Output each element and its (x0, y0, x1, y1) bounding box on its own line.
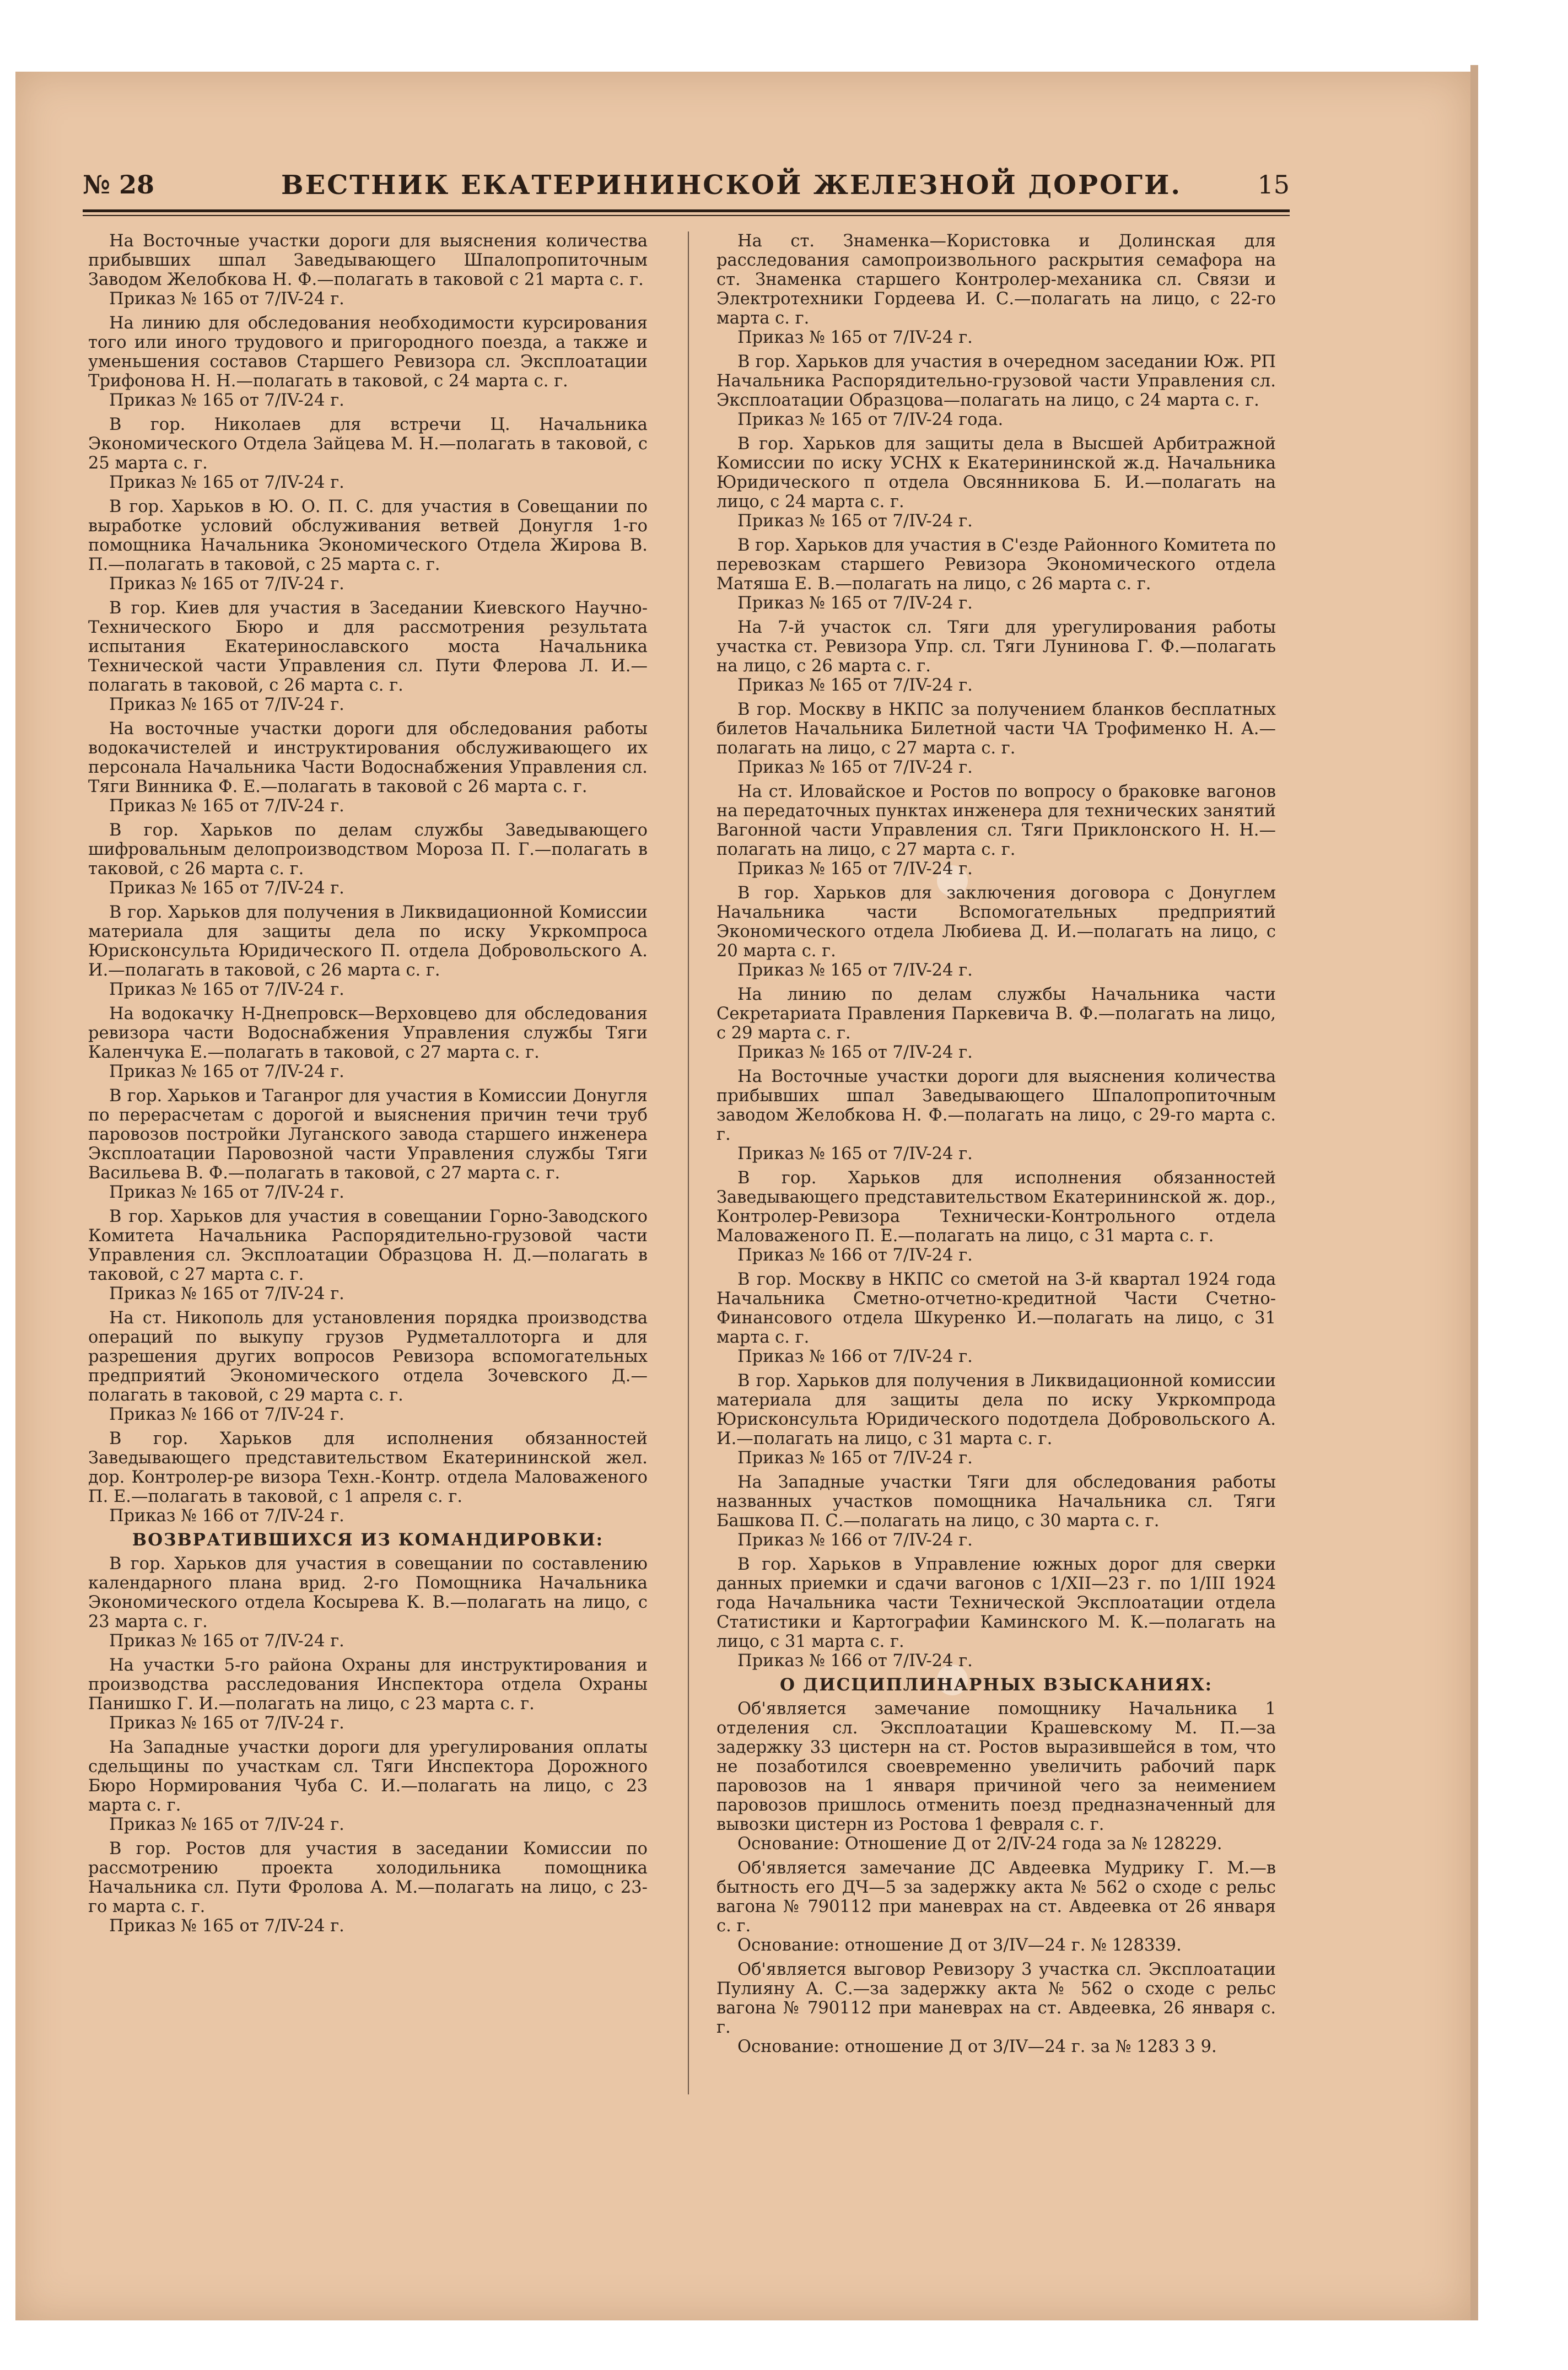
notice-text: В гор. Николаев для встречи Ц. Начальника Экономического Отдела Зайцева М. Н.—полагать в таковой, с 25 марта с. г. (88, 415, 648, 473)
order-reference: Приказ № 165 от 7/IV-24 г. (109, 796, 344, 816)
notice-text: В гор. Харьков для исполнения обязанностей Заведывающего представительством Екатерининской жел. дор. Контролер-ре визора Техн.-Контр. отдела Маловаженого П. Е.—полагать в таковой, с 1 апреля с. г. (88, 1429, 648, 1506)
order-reference: Приказ № 166 от 7/IV-24 г. (737, 1531, 973, 1550)
notice-text: В гор. Харьков для заключения договора с Донуглем Начальника части Вспомогательных предприятий Экономического отдела Любиева Д. И.—полагать на лицо, с 20 марта с. г. (716, 884, 1276, 961)
notice-entry (716, 618, 1276, 695)
notice-text: На Западные участки Тяги для обследования работы названных участков помощника Начальника сл. Тяги Башкова П. С.—полагать на лицо, с 30 марта с. г. (716, 1473, 1276, 1531)
order-reference: Приказ № 165 от 7/IV-24 г. (109, 980, 344, 999)
notice-text: В гор. Москву в НКПС со сметой на 3-й квартал 1924 года Начальника Сметно-отчетно-кредитной Части Счетно-Финансового отдела Шкуренко И.—полагать на лицо, с 31 марта с. г. (716, 1270, 1276, 1347)
order-reference: Основание: отношение Д от 3/IV—24 г. за № 1283 3 9. (737, 2037, 1217, 2056)
notice-entry (88, 231, 648, 309)
notice-text: В гор. Киев для участия в Заседании Киевского Научно-Технического Бюро и для рассмотрения результата испытания Екатеринославского моста Начальника Технической части Управления сл. Пути Флерова Л. И.—полагать в таковой, с 26 марта с. г. (88, 599, 648, 695)
notice-entry (88, 1738, 648, 1834)
issue-number: № 28 (83, 170, 155, 200)
notice-text: Об'является замечание помощнику Начальника 1 отделения сл. Эксплоатации Крашевскому М. П.—за задержку 33 цистерн на ст. Ростов выразившейся в том, что не позаботился своевременно увеличить рабочий парк паровозов на 1 января причиной чего за неимением паровозов пришлось отменить поезд предназначенный для вывозки цистерн из Ростова 1 февраля с. г. (716, 1699, 1276, 1834)
column-divider (688, 231, 689, 2094)
section-heading: О ДИСЦИПЛИНАРНЫХ ВЗЫСКАНИЯХ: (779, 1675, 1213, 1695)
order-reference: Приказ № 165 от 7/IV-24 года. (737, 410, 1004, 429)
notice-text: В гор. Харьков по делам службы Заведывающего шифровальным делопроизводством Мороза П. Г.—полагать в таковой, с 26 марта с. г. (88, 821, 648, 879)
notice-entry (716, 1270, 1276, 1366)
order-reference: Приказ № 165 от 7/IV-24 г. (109, 1183, 344, 1202)
notice-text: На ст. Знаменка—Користовка и Долинская для расследования самопроизвольного раскрытия семафора на ст. Знаменка старшего Контролер-механика сл. Связи и Электротехники Гордеева И. С.—полагать на лицо, с 22-го марта с. г. (716, 231, 1276, 328)
notice-text: На линию для обследования необходимости курсирования того или иного трудового и пригородного поезда, а также и уменьшения составов Старшего Ревизора сл. Эксплоатации Трифонова Н. Н.—полагать в таковой, с 24 марта с. г. (88, 314, 648, 391)
order-reference: Приказ № 165 от 7/IV-24 г. (109, 1631, 344, 1651)
notice-entry (88, 719, 648, 816)
order-reference: Приказ № 165 от 7/IV-24 г. (737, 1448, 973, 1468)
notice-text: На 7-й участок сл. Тяги для урегулирования работы участка ст. Ревизора Упр. сл. Тяги Лунинова Г. Ф.—полагать на лицо, с 26 марта с. г. (716, 618, 1276, 676)
notice-entry (88, 1308, 648, 1424)
order-reference: Основание: отношение Д от 3/IV—24 г. № 128339. (737, 1936, 1182, 1955)
notice-entry (88, 599, 648, 714)
order-reference: Приказ № 165 от 7/IV-24 г. (109, 391, 344, 410)
order-reference: Приказ № 165 от 7/IV-24 г. (109, 574, 344, 594)
header-rule (83, 209, 1290, 212)
order-reference: Основание: Отношение Д от 2/IV-24 года за № 128229. (737, 1834, 1222, 1854)
notice-text: Об'является замечание ДС Авдеевка Мудрику Г. М.—в бытность его ДЧ—5 за задержку акта № 562 о сходе с рельс вагона № 790112 при маневрах на ст. Авдеевка от 26 января с. г. (716, 1859, 1276, 1936)
notice-text: В гор. Харьков в Управление южных дорог для сверки данных приемки и сдачи вагонов с 1/XII—23 г. по 1/III 1924 года Начальника части Технической Эксплоатации отдела Статистики и Картографии Каминского М. К.—полагать на лицо, с 31 марта с. г. (716, 1555, 1276, 1651)
order-reference: Приказ № 165 от 7/IV-24 г. (109, 1062, 344, 1081)
notice-entry (716, 434, 1276, 531)
notice-entry (716, 985, 1276, 1062)
notice-entry (88, 1086, 648, 1202)
order-reference: Приказ № 165 от 7/IV-24 г. (109, 1815, 344, 1834)
order-reference: Приказ № 165 от 7/IV-24 г. (737, 961, 973, 980)
notice-text: На Западные участки дороги для урегулирования оплаты сдельщины по участкам сл. Тяги Инспектора Дорожного Бюро Нормирования Чуба С. И.—полагать на лицо, с 23 марта с. г. (88, 1738, 648, 1815)
notice-entry (88, 1554, 648, 1651)
header-rule (83, 215, 1290, 216)
notice-text: В гор. Харьков для участия в С'езде Районного Комитета по перевозкам старшего Ревизора Экономического отдела Матяша Е. В.—полагать на лицо, с 26 марта с. г. (716, 536, 1276, 594)
notice-entry (716, 1168, 1276, 1265)
notice-text: На Восточные участки дороги для выяснения количества прибывших шпал Заведывающего Шпалопропиточным заводом Желобкова Н. Ф.—полагать на лицо, с 29-го марта с. г. (716, 1067, 1276, 1144)
order-reference: Приказ № 166 от 7/IV-24 г. (737, 1651, 973, 1671)
notice-text: На восточные участки дороги для обследования работы водокачистелей и инструктирования обслуживающего их персонала Начальника Части Водоснабжения Управления сл. Тяги Винника Ф. Е.—полагать в таковой с 26 марта с. г. (88, 719, 648, 796)
page-header (83, 165, 1290, 215)
page-edge (1470, 65, 1478, 2320)
notice-text: На линию по делам службы Начальника части Секретариата Правления Паркевича В. Ф.—полагать на лицо, с 29 марта с. г. (716, 985, 1276, 1043)
notice-entry (88, 497, 648, 594)
notice-entry (716, 231, 1276, 347)
notice-entry (88, 1656, 648, 1733)
notice-text: На Восточные участки дороги для выяснения количества прибывших шпал Заведывающего Шпалопропиточным Заводом Желобкова Н. Ф.—полагать в таковой с 21 марта с. г. (88, 231, 648, 289)
notice-entry (716, 1859, 1276, 1955)
notice-entry (88, 903, 648, 999)
order-reference: Приказ № 165 от 7/IV-24 г. (109, 695, 344, 714)
notice-text: В гор. Харьков в Ю. О. П. С. для участия в Совещании по выработке условий обслуживания ветвей Донугля 1-го помощника Начальника Экономического Отдела Жирова В. П.—полагать в таковой, с 25 марта с. г. (88, 497, 648, 574)
notice-text: В гор. Харьков для получения в Ликвидационной комиссии материала для защиты дела по иску Укркомпрода Юрисконсульта Юридического подотдела Добровольского А. И.—полагать на лицо, с 31 марта с. г. (716, 1371, 1276, 1448)
notice-text: Об'является выговор Ревизору 3 участка сл. Эксплоатации Пулияну А. С.—за задержку акта № 562 о сходе с рельс вагона № 790112 при маневрах на ст. Авдеевка, 26 января с. г. (716, 1960, 1276, 2037)
right-column (716, 231, 1276, 2061)
notice-text: В гор. Москву в НКПС за получением бланков бесплатных билетов Начальника Билетной части ЧА Трофименко Н. А.—полагать на лицо, с 27 марта с. г. (716, 700, 1276, 758)
notice-text: В гор. Харьков для исполнения обязанностей Заведывающего представительством Екатерининской ж. дор., Контролер-Ревизора Технически-Контрольного отдела Маловаженого П. Е.—полагать на лицо, с 31 марта с. г. (716, 1168, 1276, 1246)
publication-title: ВЕСТНИК ЕКАТЕРИНИНСКОЙ ЖЕЛЕЗНОЙ ДОРОГИ. (281, 170, 1182, 201)
notice-entry (716, 1960, 1276, 2056)
notice-text: В гор. Харьков для защиты дела в Высшей Арбитражной Комиссии по иску УСНХ к Екатерининской ж.д. Начальника Юридического п отдела Овсянникова Б. И.—полагать на лицо, с 24 марта с. г. (716, 434, 1276, 511)
order-reference: Приказ № 165 от 7/IV-24 г. (737, 758, 973, 777)
order-reference: Приказ № 165 от 7/IV-24 г. (737, 1144, 973, 1164)
order-reference: Приказ № 166 от 7/IV-24 г. (109, 1506, 344, 1526)
notice-entry (716, 1473, 1276, 1550)
notice-entry (88, 1429, 648, 1526)
notice-text: В гор. Харьков для участия в совещании Горно-Заводского Комитета Начальника Распорядительно-грузовой части Управления сл. Эксплоатации Образцова Н. Д.—полагать в таковой, с 27 марта с. г. (88, 1207, 648, 1284)
notice-text: В гор. Харьков для участия в очередном заседании Юж. РП Начальника Распорядительно-грузовой части Управления сл. Эксплоатации Образцова—полагать на лицо, с 24 марта с. г. (716, 352, 1276, 410)
notice-entry (716, 782, 1276, 879)
order-reference: Приказ № 165 от 7/IV-24 г. (737, 594, 973, 613)
notice-entry (88, 415, 648, 492)
notice-entry (88, 1839, 648, 1936)
order-reference: Приказ № 165 от 7/IV-24 г. (737, 676, 973, 695)
order-reference: Приказ № 165 от 7/IV-24 г. (109, 1284, 344, 1304)
order-reference: Приказ № 165 от 7/IV-24 г. (737, 859, 973, 879)
notice-text: На ст. Никополь для установления порядка производства операций по выкупу грузов Рудметаллоторга и для разрешения других вопросов Ревизора вспомогательных предприятий Экономического отдела Зочевского Д.—полагать в таковой, с 29 марта с. г. (88, 1308, 648, 1405)
notice-entry (716, 1067, 1276, 1164)
notice-entry (88, 821, 648, 898)
order-reference: Приказ № 166 от 7/IV-24 г. (737, 1246, 973, 1265)
order-reference: Приказ № 166 от 7/IV-24 г. (737, 1347, 973, 1366)
notice-entry (716, 700, 1276, 777)
notice-text: В гор. Харьков для участия в совещании по составлению календарного плана врид. 2-го Помощника Начальника Экономического отдела Косырева К. В.—полагать на лицо, с 23 марта с. г. (88, 1554, 648, 1631)
notice-entry (716, 1555, 1276, 1671)
order-reference: Приказ № 166 от 7/IV-24 г. (109, 1405, 344, 1424)
order-reference: Приказ № 165 от 7/IV-24 г. (109, 1916, 344, 1936)
notice-entry (716, 884, 1276, 980)
notice-text: На водокачку Н-Днепровск—Верховцево для обследования ревизора части Водоснабжения Управления службы Тяги Каленчука Е.—полагать в таковой, с 27 марта с. г. (88, 1004, 648, 1062)
page-number: 15 (1257, 170, 1290, 200)
notice-text: В гор. Харьков и Таганрог для участия в Комиссии Донугля по перерасчетам с дорогой и выяснения причин течи труб паровозов постройки Луганского завода старшего инженера Эксплоатации Паровозной части Управления службы Тяги Васильева В. Ф.—полагать в таковой, с 27 марта с. г. (88, 1086, 648, 1183)
notice-entry (716, 1699, 1276, 1854)
left-column (88, 231, 648, 1941)
notice-entry (88, 314, 648, 410)
order-reference: Приказ № 165 от 7/IV-24 г. (737, 1043, 973, 1062)
section-heading: ВОЗВРАТИВШИХСЯ ИЗ КОМАНДИРОВКИ: (132, 1530, 604, 1550)
notice-entry (88, 1207, 648, 1304)
order-reference: Приказ № 165 от 7/IV-24 г. (109, 1714, 344, 1733)
order-reference: Приказ № 165 от 7/IV-24 г. (737, 328, 973, 347)
notice-text: На участки 5-го района Охраны для инструктирования и производства расследования Инспектора отдела Охраны Панишко Г. И.—полагать на лицо, с 23 марта с. г. (88, 1656, 648, 1714)
notice-entry (716, 1371, 1276, 1468)
notice-entry (88, 1004, 648, 1081)
notice-text: На ст. Иловайское и Ростов по вопросу о браковке вагонов на передаточных пунктах инженера для технических занятий Вагонной части Управления сл. Тяги Приклонского Н. Н.—полагать на лицо, с 27 марта с. г. (716, 782, 1276, 859)
notice-text: В гор. Ростов для участия в заседании Комиссии по рассмотрению проекта холодильника помощника Начальника сл. Пути Фролова А. М.—полагать на лицо, с 23-го марта с. г. (88, 1839, 648, 1916)
notice-text: В гор. Харьков для получения в Ликвидационной Комиссии материала для защиты дела по иску Укркомпроса Юрисконсульта Юридического П. отдела Добровольского А. И.—полагать в таковой, с 26 марта с. г. (88, 903, 648, 980)
order-reference: Приказ № 165 от 7/IV-24 г. (109, 473, 344, 492)
notice-entry (716, 536, 1276, 613)
order-reference: Приказ № 165 от 7/IV-24 г. (109, 879, 344, 898)
order-reference: Приказ № 165 от 7/IV-24 г. (109, 289, 344, 309)
notice-entry (716, 352, 1276, 429)
order-reference: Приказ № 165 от 7/IV-24 г. (737, 511, 973, 531)
